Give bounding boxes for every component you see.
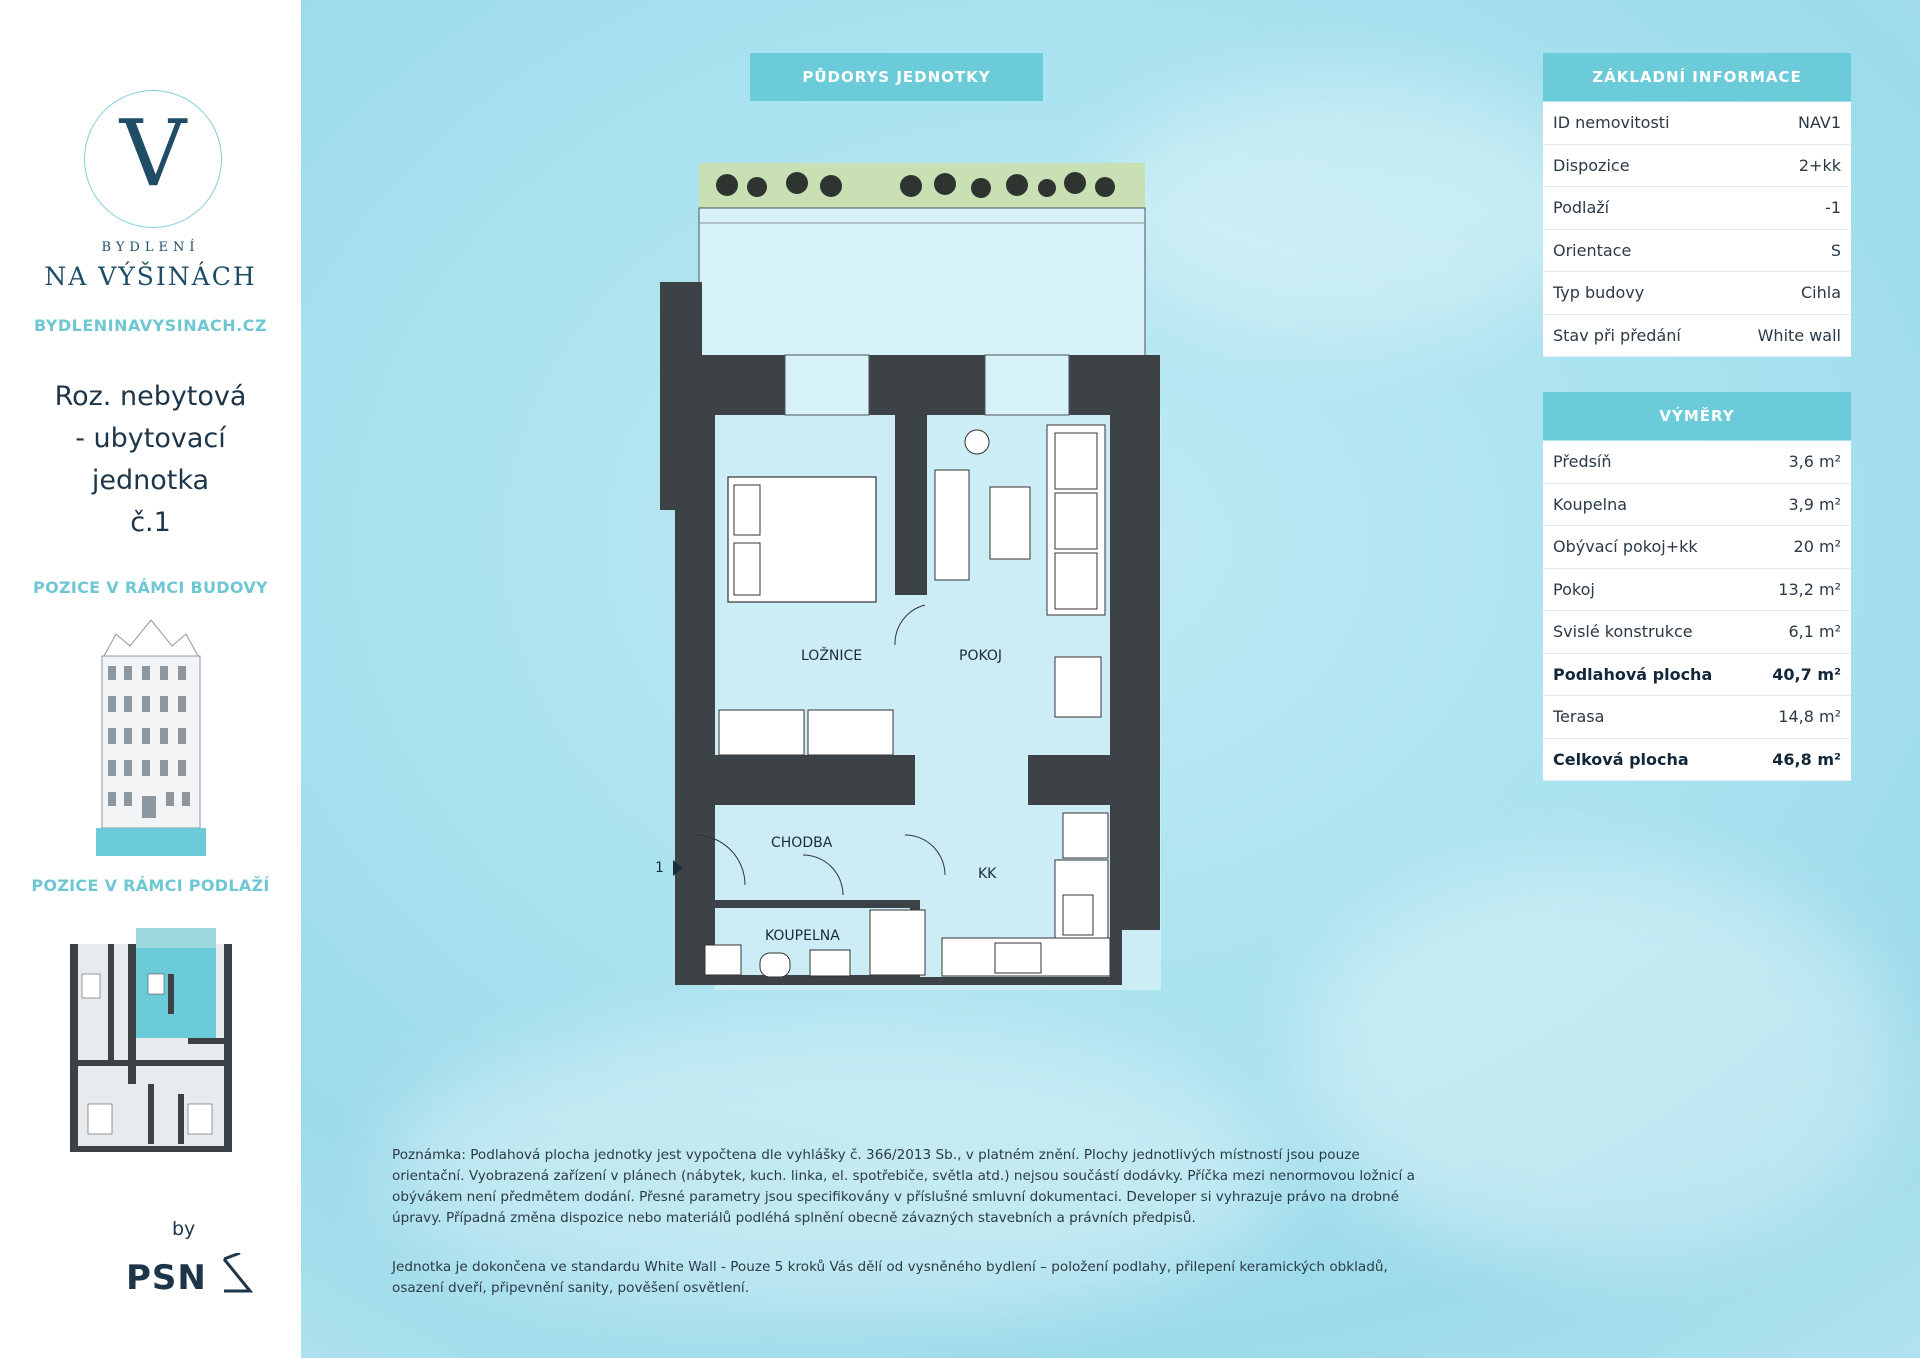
row-label: Typ budovy [1553, 283, 1645, 303]
row-value: 3,6 m² [1788, 452, 1841, 472]
row-label: Celková plocha [1553, 749, 1689, 769]
unit-title-line: č.1 [130, 507, 171, 538]
plant-decor-icon [965, 430, 989, 454]
tv-stand-icon [935, 470, 969, 580]
room-label-chodba: CHODBA [771, 835, 833, 851]
toilet-icon [760, 953, 790, 977]
room-label-loznice: LOŽNICE [801, 648, 863, 664]
cooktop-icon [995, 943, 1041, 973]
unit-title-line: - ubytovací [75, 423, 226, 454]
brand-line-1: BYDLENÍ [101, 240, 200, 255]
disclaimer-note: Poznámka: Podlahová plocha jednotky jest vypočtena dle vyhlášky č. 366/2013 Sb., v platném znění. Plochy jednotlivých místností jsou pouze orientační. Vyobrazená zařízení v plánech (nábytek, kuch. linka, el. spotřebiče, světla atd.) nejsou součástí dodávky. Příčka mezi nenormovou ložnicí a obývákem není předmětem dodání. Přesné parametry jsou specifikovány v příslušné smluvní dokumentaci. Developer si vyhrazuje právo na drobné úpravy. Případná změna dispozice nebo materiálů podléhá splnění obecně závazných stavebních a právních předpisů. [392, 1147, 1415, 1226]
fridge-icon [1063, 813, 1108, 858]
row-label: Podlaží [1553, 198, 1610, 218]
row-label: Předsíň [1553, 452, 1612, 472]
row-value: Cihla [1800, 283, 1841, 303]
washer-icon [705, 945, 741, 975]
table-row [1543, 441, 1851, 484]
background-cloud [1100, 80, 1600, 340]
plan-heading-tab: PŮDORYS JEDNOTKY [750, 53, 1043, 101]
table-row-total [1543, 654, 1851, 697]
row-value: 3,9 m² [1788, 494, 1841, 514]
company-logo [126, 1253, 254, 1298]
row-value: 40,7 m² [1772, 664, 1841, 684]
psn-crane-icon [220, 1253, 254, 1293]
floor-plan [655, 155, 1175, 1025]
website-link[interactable]: BYDLENINAVYSINACH.CZ [33, 316, 268, 335]
company-name: PSN [126, 1258, 207, 1298]
row-label: Orientace [1553, 240, 1632, 260]
row-value: -1 [1825, 198, 1841, 218]
table-row [1543, 272, 1851, 315]
row-label: Podlahová plocha [1553, 664, 1713, 684]
areas-heading: VÝMĚRY [1543, 392, 1851, 440]
row-value: 13,2 m² [1778, 579, 1841, 599]
sidebar-extension [248, 1218, 301, 1358]
building-facade-image [96, 616, 206, 856]
brand-line-2: NA VÝŠINÁCH [44, 262, 257, 291]
white-wall-note: Jednotka je dokončena ve standardu White Wall - Pouze 5 kroků Vás dělí od vysněného bydlení – položení podlahy, přilepení keramických obkladů, osazení dveří, připevnění sanity, pověšení osvětlení. [392, 1259, 1388, 1296]
by-label: by [172, 1218, 196, 1240]
row-value: White wall [1757, 325, 1841, 345]
table-row [1543, 230, 1851, 273]
table-row [1543, 187, 1851, 230]
unit-title-line: Roz. nebytová [54, 381, 247, 412]
section-floor-heading: POZICE V RÁMCI PODLAŽÍ [31, 876, 270, 895]
row-label: Pokoj [1553, 579, 1595, 599]
basic-info-heading: ZÁKLADNÍ INFORMACE [1543, 53, 1851, 101]
table-row [1543, 145, 1851, 188]
table-row-total [1543, 739, 1851, 782]
areas-table [1543, 441, 1851, 781]
logo-circle [84, 90, 222, 228]
floor-position-image [68, 914, 234, 1154]
row-value: 46,8 m² [1772, 749, 1841, 769]
table-row [1543, 696, 1851, 739]
row-label: Koupelna [1553, 494, 1628, 514]
row-label: Svislé konstrukce [1553, 622, 1693, 642]
row-value: 6,1 m² [1788, 622, 1841, 642]
row-value: 2+kk [1798, 155, 1841, 175]
wardrobe-icon [719, 710, 804, 755]
row-label: Obývací pokoj+kk [1553, 537, 1698, 557]
logo-letter: V [119, 100, 187, 207]
room-label-kk: KK [978, 866, 997, 882]
entrance-number: 1 [655, 860, 664, 876]
wardrobe-icon [808, 710, 893, 755]
row-value: 14,8 m² [1778, 707, 1841, 727]
table-row [1543, 526, 1851, 569]
shower-icon [870, 910, 925, 975]
basic-info-table [1543, 102, 1851, 357]
table-row [1543, 611, 1851, 654]
table-row [1543, 315, 1851, 358]
row-value: S [1830, 240, 1841, 260]
coffee-table-icon [990, 487, 1030, 559]
section-building-heading: POZICE V RÁMCI BUDOVY [33, 578, 268, 597]
row-label: ID nemovitosti [1553, 113, 1670, 133]
dining-table-icon [1055, 657, 1101, 717]
row-label: Terasa [1553, 707, 1605, 727]
row-label: Dispozice [1553, 155, 1630, 175]
row-value: 20 m² [1793, 537, 1841, 557]
row-value: NAV1 [1797, 113, 1841, 133]
table-row [1543, 569, 1851, 612]
sidebar [0, 0, 301, 1358]
table-row [1543, 102, 1851, 145]
sink-icon [1063, 895, 1093, 935]
table-row [1543, 484, 1851, 527]
room-label-pokoj: POKOJ [959, 648, 1003, 664]
unit-title-line: jednotka [91, 465, 210, 496]
unit-title [20, 376, 281, 544]
room-label-koupelna: KOUPELNA [765, 928, 840, 944]
row-label: Stav při předání [1553, 325, 1681, 345]
bath-sink-icon [810, 950, 850, 976]
